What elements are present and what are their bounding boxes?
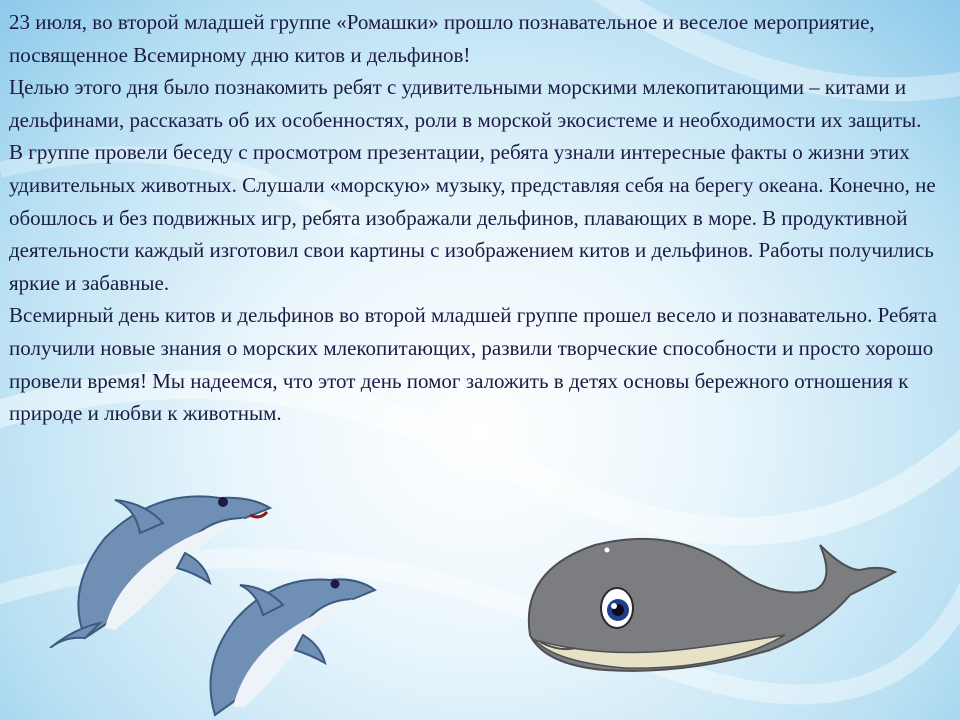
whale-icon: [515, 530, 900, 680]
paragraph-intro: 23 июля, во второй младшей группе «Ромашки» прошло познавательное и веселое мероприятие, посвященное Всемирному дню китов и дельфинов!: [9, 10, 875, 67]
paragraph-conclusion: Всемирный день китов и дельфинов во второй младшей группе прошел весело и познавательно. Ребята получили новые знания о морских млекопитающих, развили творческие способности и просто хорошо провели время! Мы надеемся, что этот день помог заложить в детях основы бережного отношения к природе и любви к животным.: [9, 303, 937, 426]
dolphin-icon: [185, 555, 385, 720]
article-text: [9, 6, 954, 430]
paragraph-activities: В группе провели беседу с просмотром презентации, ребята узнали интересные факты о жизни этих удивительных животных. Слушали «морскую» музыку, представляя себя на берегу океана. Конечно, не обошлось и без подвижных игр, ребята изображали дельфинов, плавающих в море. В продуктивной деятельности каждый изготовил свои картины с изображением китов и дельфинов. Работы получились яркие и забавные.: [9, 140, 936, 295]
paragraph-goal: Целью этого дня было познакомить ребят с удивительными морскими млекопитающими – китами и дельфинами, рассказать об их особенностях, роли в морской экосистеме и необходимости их защиты.: [9, 75, 922, 132]
